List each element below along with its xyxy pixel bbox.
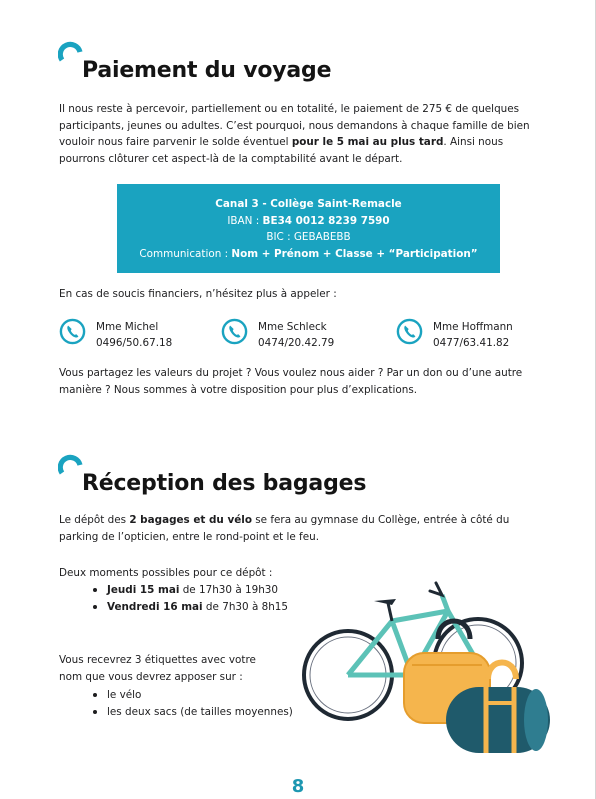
drop-off-moments-list xyxy=(107,582,288,615)
labels-intro xyxy=(59,652,299,685)
luggage-intro-paragraph xyxy=(59,512,539,545)
labels-item: le vélo xyxy=(107,687,293,704)
financial-help-text: En cas de soucis financiers, n’hésitez plus à appeler : xyxy=(59,288,337,300)
luggage-intro-text: Le dépôt des xyxy=(59,514,130,526)
contact-hoffmann xyxy=(396,316,566,356)
bank-bic: BIC : GEBABEBB xyxy=(266,231,351,244)
contact-name: Mme Hoffmann xyxy=(433,321,513,333)
labels-intro-line: nom que vous devrez apposer sur : xyxy=(59,670,243,683)
bank-communication xyxy=(117,246,500,263)
drop-off-intro: Deux moments possibles pour ce dépôt : xyxy=(59,567,273,579)
bank-account-name: Canal 3 - Collège Saint-Remacle xyxy=(215,198,402,210)
bike-and-bags-illustration xyxy=(300,575,560,760)
section-title-luggage: Réception des bagages xyxy=(82,471,367,496)
moment-time: de 17h30 à 19h30 xyxy=(179,584,279,596)
luggage-items-count: 2 bagages et du vélo xyxy=(129,514,252,526)
contact-name: Mme Schleck xyxy=(258,321,327,333)
iban-label: IBAN : xyxy=(227,214,263,227)
contact-phone[interactable]: 0496/50.67.18 xyxy=(96,337,173,349)
moment-day: Jeudi 15 mai xyxy=(107,584,180,596)
support-paragraph: Vous partagez les valeurs du projet ? Vous voulez nous aider ? Par un don ou d’une autre manière ? Nous sommes à votre disposition pour plus d’explications. xyxy=(59,367,523,396)
communication-value: Nom + Prénom + Classe + “Participation” xyxy=(231,247,478,260)
phone-icon xyxy=(221,318,248,345)
payment-intro-paragraph xyxy=(59,101,539,167)
labels-intro-line: Vous recevrez 3 étiquettes avec votre xyxy=(59,654,256,666)
contact-schleck xyxy=(221,316,371,356)
phone-icon xyxy=(396,318,423,345)
contact-michel xyxy=(59,316,209,356)
title-arc-icon xyxy=(58,453,84,479)
drop-off-moment xyxy=(107,582,288,599)
labels-item: les deux sacs (de tailles moyennes) xyxy=(107,704,293,721)
iban-value[interactable]: BE34 0012 8239 7590 xyxy=(262,214,390,227)
phone-icon xyxy=(59,318,86,345)
payment-deadline: pour le 5 mai au plus tard xyxy=(291,136,444,148)
title-arc-icon xyxy=(58,40,84,66)
payment-intro-text-end: . Ainsi nous pourrons clôturer cet aspect-là de la comptabilité avant le départ. xyxy=(59,136,504,165)
communication-label: Communication : xyxy=(139,247,232,260)
contact-phone[interactable]: 0474/20.42.79 xyxy=(258,337,335,349)
page-number: 8 xyxy=(291,776,305,797)
drop-off-moment xyxy=(107,599,288,616)
moment-time: de 7h30 à 8h15 xyxy=(202,600,289,613)
moment-day: Vendredi 16 mai xyxy=(107,600,203,613)
contact-phone[interactable]: 0477/63.41.82 xyxy=(433,337,510,349)
payment-intro-text: Il nous reste à percevoir, partiellement ou en totalité, le paiement de 275 € de quelques participants, jeunes ou adultes. C’est pourquoi, nous demandons à chaque famille de bien vouloir nous faire parvenir le solde éventuel xyxy=(59,103,530,148)
bank-iban xyxy=(117,213,500,230)
labels-list xyxy=(107,687,293,720)
luggage-intro-text-end: se fera au gymnase du Collège, entrée à côté du parking de l’opticien, entre le rond-point et le feu. xyxy=(59,514,510,543)
bank-details-box xyxy=(117,184,500,273)
section-title-payment: Paiement du voyage xyxy=(82,58,332,83)
contact-name: Mme Michel xyxy=(96,321,159,333)
